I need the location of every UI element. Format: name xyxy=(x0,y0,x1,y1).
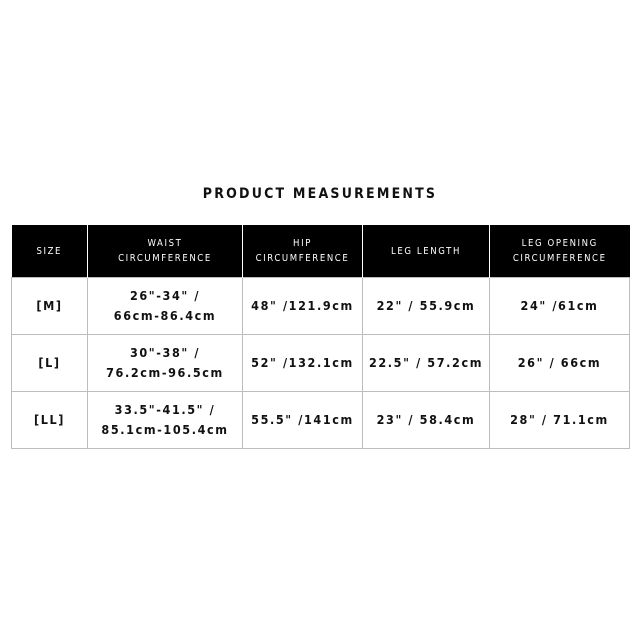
leg-opening-cell: 26" / 66cm xyxy=(490,335,630,392)
measurements-table xyxy=(11,225,630,449)
header-leg-length: LEG LENGTH xyxy=(363,225,490,278)
size-cell: [LL] xyxy=(12,392,88,449)
table-row xyxy=(12,278,630,335)
table-header-row xyxy=(12,225,630,278)
table-row xyxy=(12,392,630,449)
leg-opening-cell: 28" / 71.1cm xyxy=(490,392,630,449)
hip-cell: 52" /132.1cm xyxy=(243,335,363,392)
header-leg-opening: LEG OPENING CIRCUMFERENCE xyxy=(490,225,630,278)
leg-length-cell: 23" / 58.4cm xyxy=(363,392,490,449)
waist-cell: 26"-34" / 66cm-86.4cm xyxy=(88,278,243,335)
leg-length-cell: 22.5" / 57.2cm xyxy=(363,335,490,392)
waist-cell: 33.5"-41.5" / 85.1cm-105.4cm xyxy=(88,392,243,449)
header-size: SIZE xyxy=(12,225,88,278)
size-cell: [L] xyxy=(12,335,88,392)
waist-cell: 30"-38" / 76.2cm-96.5cm xyxy=(88,335,243,392)
hip-cell: 48" /121.9cm xyxy=(243,278,363,335)
header-hip: HIP CIRCUMFERENCE xyxy=(243,225,363,278)
size-cell: [M] xyxy=(12,278,88,335)
page-title: PRODUCT MEASUREMENTS xyxy=(202,186,438,202)
leg-opening-cell: 24" /61cm xyxy=(490,278,630,335)
table-row xyxy=(12,335,630,392)
leg-length-cell: 22" / 55.9cm xyxy=(363,278,490,335)
header-waist: WAIST CIRCUMFERENCE xyxy=(88,225,243,278)
hip-cell: 55.5" /141cm xyxy=(243,392,363,449)
